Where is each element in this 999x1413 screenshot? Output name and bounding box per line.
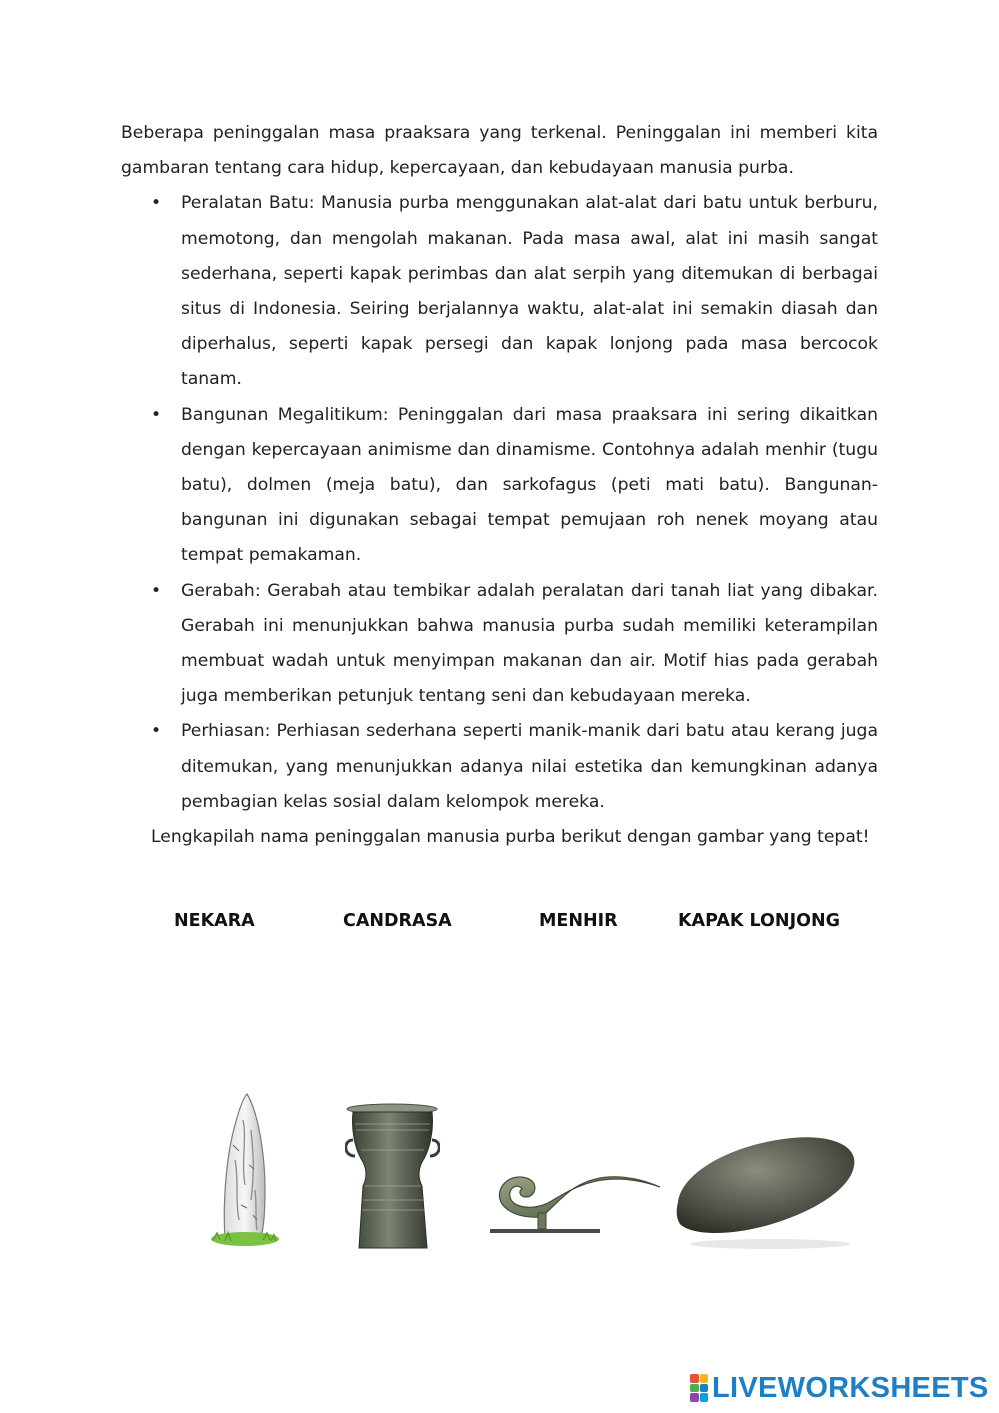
list-item — [121, 186, 878, 397]
label-kapak-lonjong[interactable]: KAPAK LONJONG — [678, 911, 840, 931]
label-nekara[interactable]: NEKARA — [174, 911, 255, 931]
bullet-marker: • — [151, 404, 162, 425]
candrasa-axe-icon[interactable] — [482, 1145, 662, 1240]
bullet-marker: • — [151, 580, 162, 601]
list-item — [121, 398, 878, 574]
liveworksheets-logo — [690, 1372, 989, 1404]
relic-list — [121, 186, 878, 820]
label-menhir[interactable]: MENHIR — [539, 911, 618, 931]
label-candrasa[interactable]: CANDRASA — [343, 911, 452, 931]
nekara-drum-icon[interactable] — [345, 1100, 440, 1252]
brand-text: LIVEWORKSHEETS — [712, 1371, 989, 1404]
bullet-marker: • — [151, 193, 162, 214]
intro-paragraph: Beberapa peninggalan masa praaksara yang terkenal. Peninggalan ini memberi kita gambaran tentang cara hidup, kepercayaan, dan kebudayaan manusia purba. — [121, 123, 878, 179]
bullet-marker: • — [151, 721, 162, 742]
document-body — [121, 116, 878, 855]
list-item-text: Bangunan Megalitikum: Peninggalan dari masa praaksara ini sering dikaitkan dengan kepercayaan animisme dan dinamisme. Contohnya adalah menhir (tugu batu), dolmen (meja batu), dan sarkofagus (peti mati batu). Bangunan-bangunan ini digunakan sebagai tempat pemujaan roh nenek moyang atau tempat pemakaman. — [181, 404, 878, 566]
list-item — [121, 574, 878, 715]
instruction-text: Lengkapilah nama peninggalan manusia purba berikut dengan gambar yang tepat! — [151, 827, 870, 848]
list-item — [121, 714, 878, 820]
list-item-text: Peralatan Batu: Manusia purba menggunakan alat-alat dari batu untuk berburu, memotong, dan mengolah makanan. Pada masa awal, alat ini masih sangat sederhana, seperti kapak perimbas dan alat serpih yang ditemukan di berbagai situs di Indonesia. Seiring berjalannya waktu, alat-alat ini semakin diasah dan diperhalus, seperti kapak persegi dan kapak lonjong pada masa bercocok tanam. — [181, 193, 878, 390]
brand-mark-icon — [690, 1374, 708, 1402]
kapak-lonjong-stone-icon[interactable] — [672, 1120, 862, 1260]
list-item-text: Perhiasan: Perhiasan sederhana seperti manik-manik dari batu atau kerang juga ditemukan, yang menunjukkan adanya nilai estetika dan kemungkinan adanya pembagian kelas sosial dalam kelompok mereka. — [181, 721, 878, 812]
menhir-icon[interactable] — [205, 1090, 280, 1250]
list-item-text: Gerabah: Gerabah atau tembikar adalah peralatan dari tanah liat yang dibakar. Gerabah ini menunjukkan bahwa manusia purba sudah memiliki keterampilan membuat wadah untuk menyimpan makanan dan air. Motif hias pada gerabah juga memberikan petunjuk tentang seni dan kebudayaan mereka. — [181, 580, 878, 707]
